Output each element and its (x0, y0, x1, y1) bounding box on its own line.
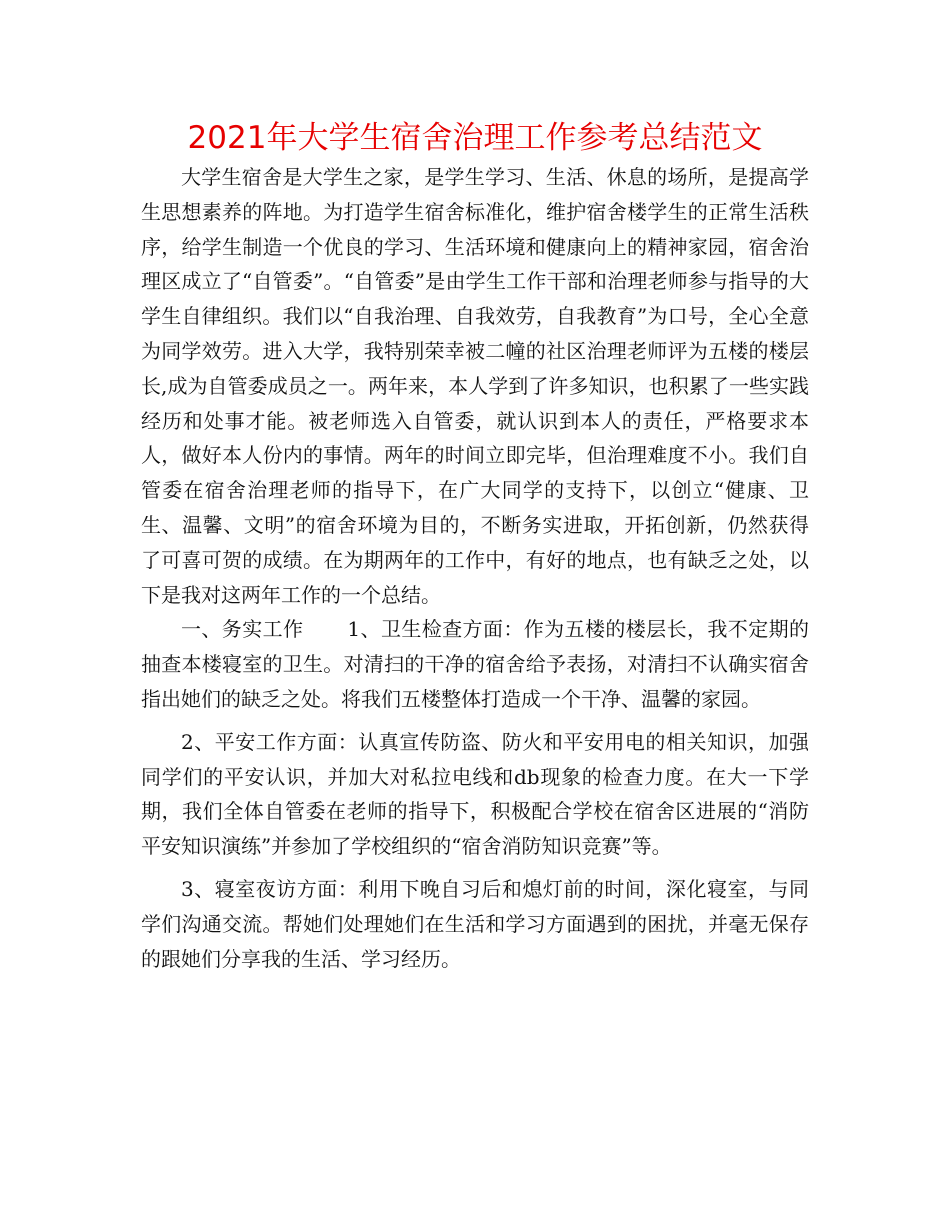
sub-number: 1、 (347, 617, 381, 642)
paragraph-safety: 2、平安工作方面：认真宣传防盗、防火和平安用电的相关知识，加强同学们的平安认识，并加大对私拉电线和db现象的检查力度。在大一下学期，我们全体自管委在老师的指导下，积极配合学校在宿舍区进展的“消防平安知识演练”并参加了学校组织的“宿舍消防知识竞赛”等。 (141, 729, 809, 859)
document-title: 2021年大学生宿舍治理工作参考总结范文 (187, 120, 763, 156)
paragraph-intro: 大学生宿舍是大学生之家，是学生学习、生活、休息的场所，是提高学生思想素养的阵地。为打造学生宿舍标准化，维护宿舍楼学生的正常生活秩序，给学生制造一个优良的学习、生活环境和健康向上的精神家园，宿舍治理区成立了“自管委”。“自管委”是由学生工作干部和治理老师参与指导的大学生自律组织。我们以“自我治理、自我效劳，自我教育”为口号，全心全意为同学效劳。进入大学，我特别荣幸被二幢的社区治理老师评为五楼的楼层长,成为自管委成员之一。两年来，本人学到了许多知识，也积累了一些实践经历和处事才能。被老师选入自管委，就认识到本人的责任，严格要求本人，做好本人份内的事情。两年的时间立即完毕，但治理难度不小。我们自管委在宿舍治理老师的指导下，在广大同学的支持下，以创立“健康、卫生、温馨、文明”的宿舍环境为目的，不断务实进取，开拓创新，仍然获得了可喜可贺的成绩。在为期两年的工作中，有好的地点，也有缺乏之处，以下是我对这两年工作的一个总结。 (141, 165, 809, 607)
document-body (141, 160, 809, 976)
paragraph-night-visit: 3、寝室夜访方面：利用下晚自习后和熄灯前的时间，深化寝室，与同学们沟通交流。帮她们处理她们在生活和学习方面遇到的困扰，并毫无保存的跟她们分享我的生活、学习经历。 (141, 876, 809, 971)
section-heading: 一、务实工作 (181, 617, 304, 642)
paragraph-hygiene-text: 卫生检查方面：作为五楼的楼层长，我不定期的抽查本楼寝室的卫生。对清扫的干净的宿舍给予表扬，对清扫不认确实宿舍指出她们的缺乏之处。将我们五楼整体打造成一个干净、温馨的家园。 (141, 617, 809, 711)
paragraph-hygiene (141, 612, 809, 716)
